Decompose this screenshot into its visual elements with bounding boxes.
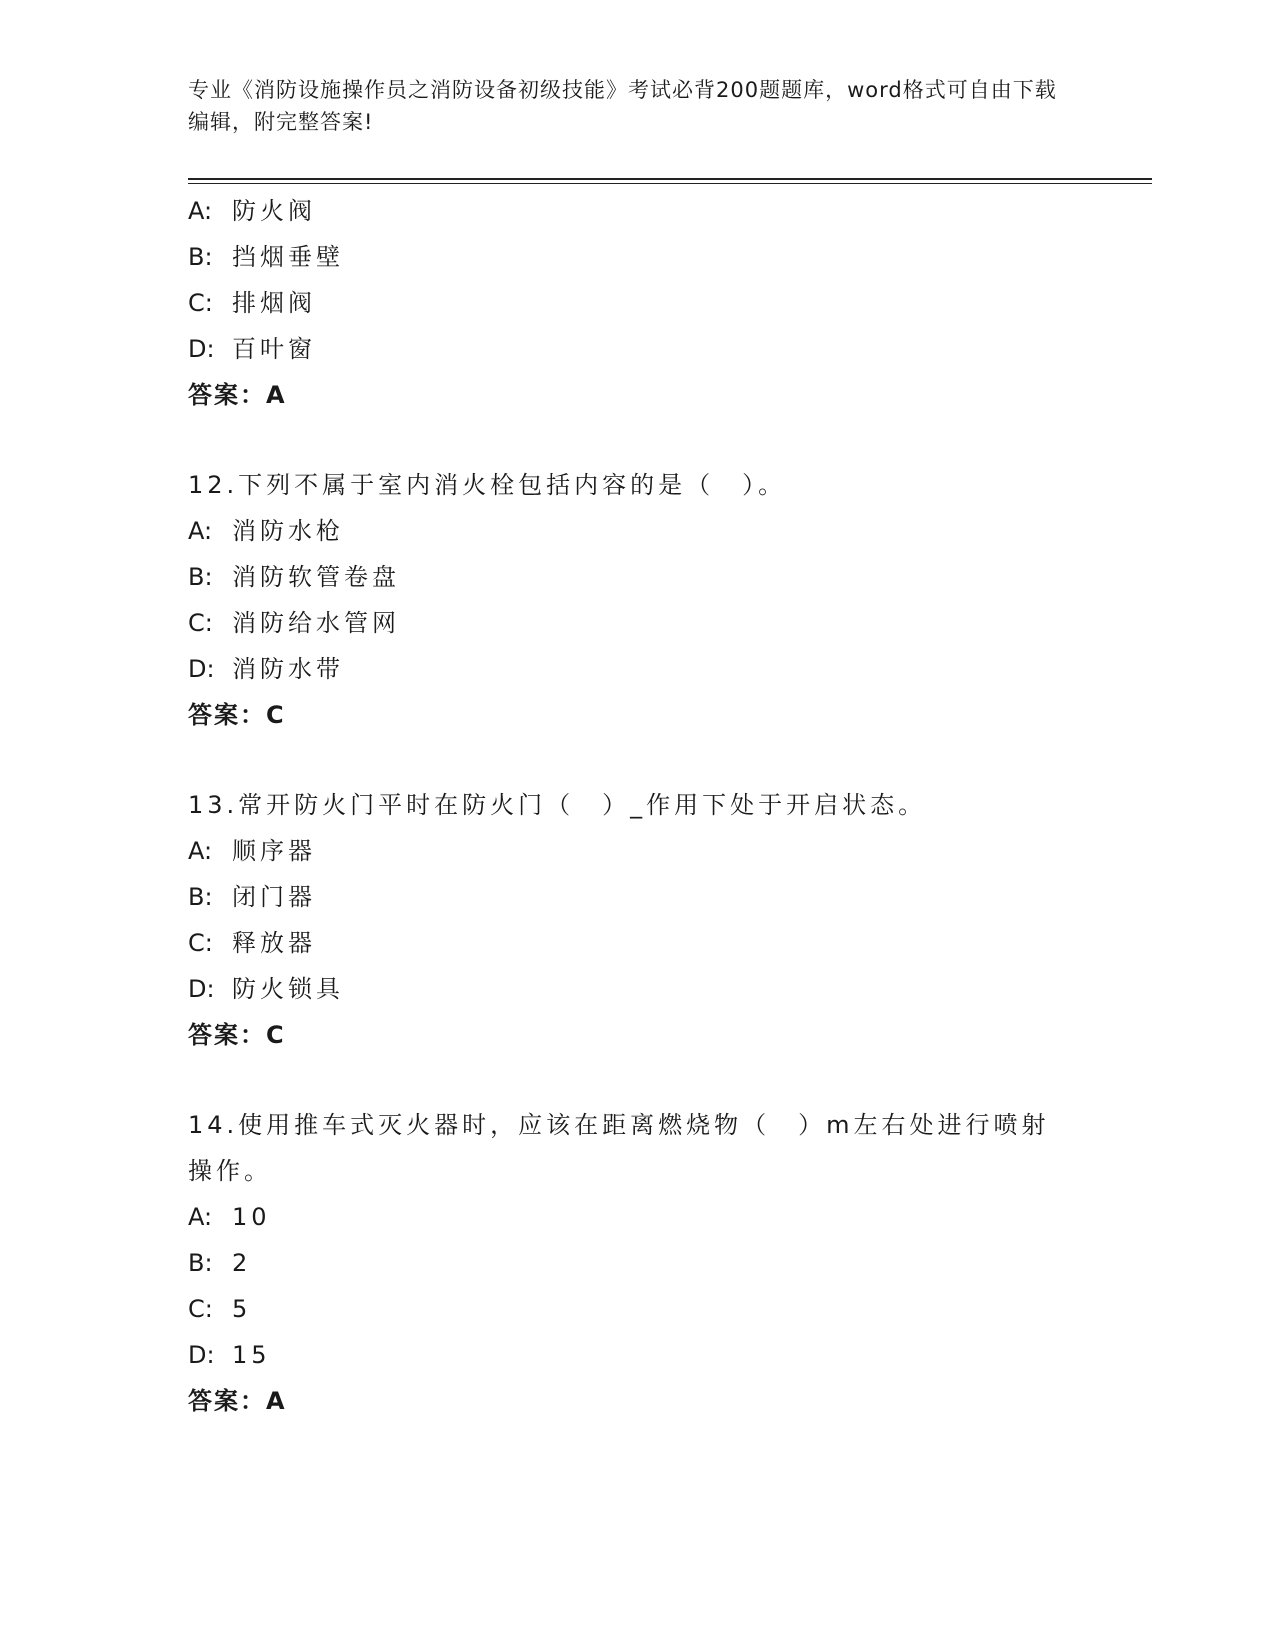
option-text: 顺序器: [232, 837, 316, 865]
option-text: 消防软管卷盘: [232, 563, 400, 591]
question-content: [188, 188, 1088, 1424]
option-letter: C:: [188, 1295, 213, 1323]
option-text: 消防给水管网: [232, 609, 400, 637]
question-13-block: [188, 782, 1088, 1058]
question-stem: 13.常开防火门平时在防火门（ ）_作用下处于开启状态。: [188, 791, 927, 819]
option-a: [188, 828, 1088, 874]
option-text: 百叶窗: [232, 335, 316, 363]
option-a: [188, 1194, 1088, 1240]
option-c: [188, 600, 1088, 646]
option-letter: A:: [188, 197, 213, 225]
option-text: 释放器: [232, 929, 316, 957]
spacer: [188, 418, 1088, 462]
option-letter: B:: [188, 563, 213, 591]
option-letter: D:: [188, 655, 215, 683]
answer-line: 答案：C: [188, 701, 286, 729]
question-11-block: [188, 188, 1088, 418]
option-letter: A:: [188, 1203, 213, 1231]
option-letter: B:: [188, 883, 213, 911]
option-text: 排烟阀: [232, 289, 316, 317]
option-text: 消防水枪: [232, 517, 344, 545]
option-text: 防火阀: [232, 197, 316, 225]
option-text: 闭门器: [232, 883, 316, 911]
option-d: [188, 326, 1088, 372]
option-d: [188, 1332, 1088, 1378]
spacer: [188, 738, 1088, 782]
option-c: [188, 1286, 1088, 1332]
document-header-title: 专业《消防设施操作员之消防设备初级技能》考试必背200题题库，word格式可自由下载编辑，附完整答案!: [188, 78, 1057, 134]
option-a: [188, 508, 1088, 554]
option-c: [188, 920, 1088, 966]
answer-line: 答案：A: [188, 1387, 287, 1415]
option-text: 挡烟垂壁: [232, 243, 344, 271]
option-text: 消防水带: [232, 655, 344, 683]
option-text: 防火锁具: [232, 975, 344, 1003]
option-d: [188, 646, 1088, 692]
question-14-block: [188, 1102, 1088, 1424]
option-letter: B:: [188, 1249, 213, 1277]
answer-line: 答案：A: [188, 381, 287, 409]
option-letter: D:: [188, 1341, 215, 1369]
option-letter: D:: [188, 975, 215, 1003]
option-letter: A:: [188, 517, 213, 545]
option-letter: B:: [188, 243, 213, 271]
option-a: [188, 188, 1088, 234]
option-letter: C:: [188, 929, 213, 957]
header-divider-thick: [188, 178, 1152, 180]
option-letter: C:: [188, 289, 213, 317]
option-letter: D:: [188, 335, 215, 363]
option-b: [188, 554, 1088, 600]
option-text: 10: [232, 1203, 271, 1231]
question-stem: 12.下列不属于室内消火栓包括内容的是（ ）。: [188, 471, 787, 499]
option-c: [188, 280, 1088, 326]
option-b: [188, 1240, 1088, 1286]
answer-line: 答案：C: [188, 1021, 286, 1049]
option-text: 5: [232, 1295, 252, 1323]
option-b: [188, 234, 1088, 280]
option-text: 2: [232, 1249, 252, 1277]
option-letter: A:: [188, 837, 213, 865]
question-stem: 14.使用推车式灭火器时，应该在距离燃烧物（ ）m左右处进行喷射操作。: [188, 1111, 1050, 1185]
option-letter: C:: [188, 609, 213, 637]
question-12-block: [188, 462, 1088, 738]
option-b: [188, 874, 1088, 920]
option-text: 15: [232, 1341, 271, 1369]
spacer: [188, 1058, 1088, 1102]
header-divider-thin: [188, 183, 1152, 184]
option-d: [188, 966, 1088, 1012]
